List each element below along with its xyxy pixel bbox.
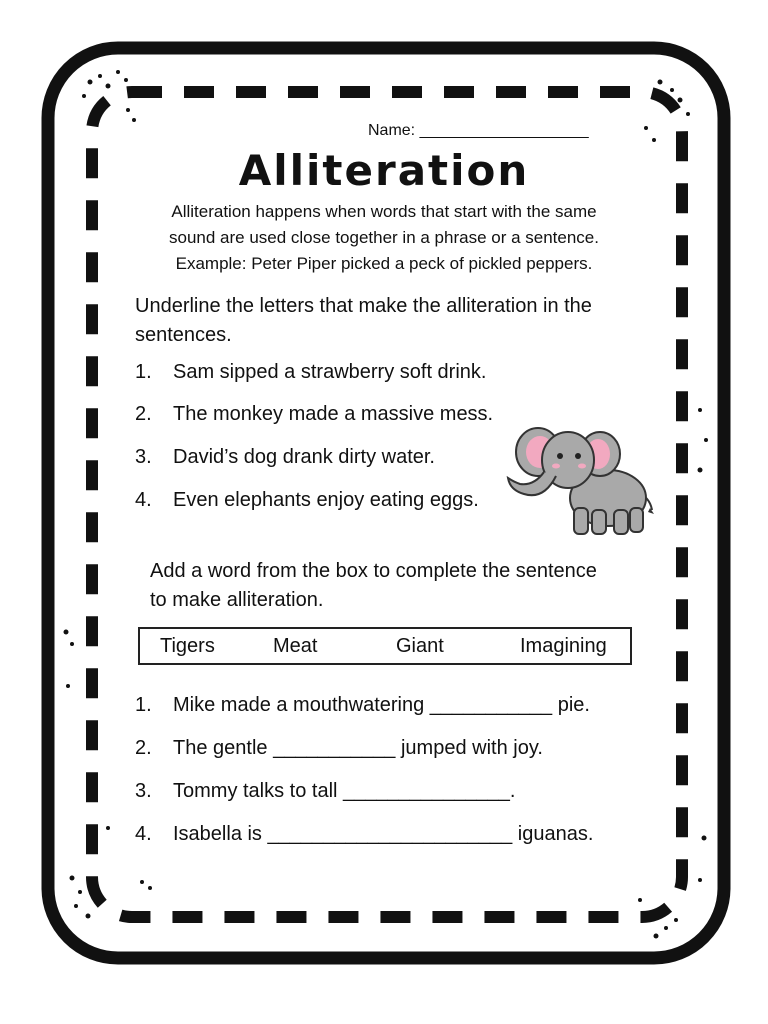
intro-line: sound are used close together in a phrase or a sentence. — [168, 228, 599, 247]
item-text: Mike made a mouthwatering ___________ pie. — [173, 694, 590, 716]
name-field-label: Name: ___________________ — [368, 122, 589, 139]
item-number: 3. — [135, 780, 152, 802]
item-text: The monkey made a massive mess. — [173, 403, 494, 425]
item-text: Even elephants enjoy eating eggs. — [173, 489, 479, 511]
item-text: David’s dog drank dirty water. — [173, 446, 435, 468]
part2-instruction: Add a word from the box to complete the sentence to make alliteration. — [150, 560, 597, 611]
item-text: Sam sipped a strawberry soft drink. — [173, 361, 487, 383]
word-bank-item: Meat — [273, 635, 318, 657]
word-bank-item: Imagining — [520, 635, 607, 657]
item-number: 4. — [135, 823, 152, 845]
item-number: 2. — [135, 403, 152, 425]
word-bank-item: Giant — [396, 635, 444, 657]
page-title: Alliteration — [238, 146, 530, 195]
part1-item — [135, 446, 435, 469]
word-bank-item: Tigers — [160, 635, 215, 657]
item-number: 4. — [135, 489, 152, 511]
intro-line: Alliteration happens when words that start with the same — [171, 202, 597, 221]
part1-item — [135, 361, 486, 384]
item-text: Isabella is ______________________ iguanas. — [173, 823, 594, 845]
part1-item — [135, 403, 493, 426]
part1-item — [135, 489, 479, 512]
item-number: 3. — [135, 446, 152, 468]
item-text: The gentle ___________ jumped with joy. — [173, 737, 543, 759]
part2-item — [135, 780, 515, 803]
part2-item — [135, 694, 590, 717]
part2-item — [135, 823, 593, 846]
intro-line: Example: Peter Piper picked a peck of pickled peppers. — [175, 254, 593, 273]
item-number: 1. — [135, 694, 152, 716]
elephant-icon — [500, 420, 660, 540]
item-number: 2. — [135, 737, 152, 759]
part1-instruction: Underline the letters that make the alliteration in the sentences. — [135, 295, 592, 346]
word-bank-box — [138, 627, 632, 665]
part2-item — [135, 737, 543, 760]
item-text: Tommy talks to tall _______________. — [173, 780, 516, 802]
intro-text — [60, 199, 708, 277]
item-number: 1. — [135, 361, 152, 383]
